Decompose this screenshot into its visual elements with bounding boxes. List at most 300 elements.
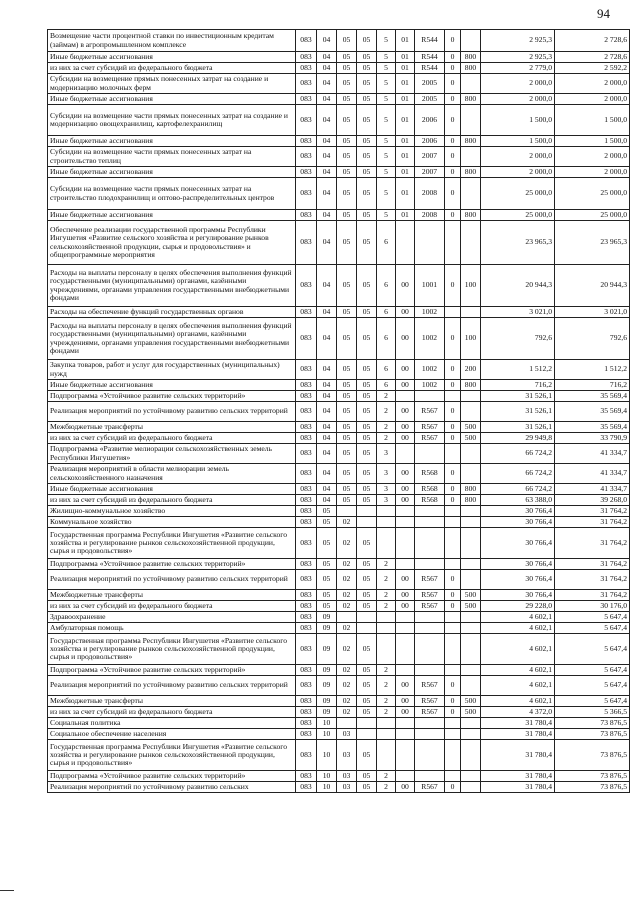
subprogram-code: 3 bbox=[377, 484, 396, 495]
amount-year-1: 4 602,1 bbox=[481, 696, 555, 707]
table-row bbox=[48, 147, 630, 167]
program-code: 05 bbox=[357, 178, 377, 210]
subprogram-code: 5 bbox=[377, 52, 396, 63]
amount-year-1: 4 602,1 bbox=[481, 623, 555, 634]
direction-code bbox=[415, 559, 445, 570]
expense-type-code bbox=[461, 402, 481, 422]
subsection-code: 05 bbox=[337, 105, 357, 136]
table-row bbox=[48, 601, 630, 612]
direction-code: 1002 bbox=[415, 307, 445, 318]
direction-code: R568 bbox=[415, 495, 445, 506]
event-code: 00 bbox=[396, 402, 415, 422]
event-code: 01 bbox=[396, 52, 415, 63]
subsection-code: 05 bbox=[337, 30, 357, 52]
amount-year-2: 41 334,7 bbox=[555, 484, 630, 495]
subprogram-code: 3 bbox=[377, 444, 396, 464]
table-row bbox=[48, 612, 630, 623]
amount-year-1: 30 766,4 bbox=[481, 517, 555, 528]
amount-year-2: 30 176,0 bbox=[555, 601, 630, 612]
amount-year-1: 29 228,0 bbox=[481, 601, 555, 612]
row-name: Межбюджетные трансферты bbox=[48, 590, 296, 601]
amount-year-1: 2 779,0 bbox=[481, 63, 555, 74]
amount-year-1: 31 780,4 bbox=[481, 718, 555, 729]
direction-code: R568 bbox=[415, 484, 445, 495]
amount-year-1: 2 000,0 bbox=[481, 74, 555, 94]
table-row bbox=[48, 696, 630, 707]
table-row bbox=[48, 506, 630, 517]
amount-year-1: 4 602,1 bbox=[481, 665, 555, 676]
section-code: 09 bbox=[317, 707, 337, 718]
program-code bbox=[357, 612, 377, 623]
row-name: Возмещение части процентной ставки по инвестиционным кредитам (займам) в агропромышленном комплексе bbox=[48, 30, 296, 52]
row-name: Подпрограмма «Устойчивое развитие сельских территорий» bbox=[48, 559, 296, 570]
subprogram-code: 5 bbox=[377, 74, 396, 94]
subsection-code: 03 bbox=[337, 729, 357, 740]
subprogram-code: 2 bbox=[377, 707, 396, 718]
extra-code: 0 bbox=[445, 380, 461, 391]
program-code: 05 bbox=[357, 559, 377, 570]
extra-code: 0 bbox=[445, 74, 461, 94]
direction-code bbox=[415, 771, 445, 782]
extra-code: 0 bbox=[445, 30, 461, 52]
program-code: 05 bbox=[357, 676, 377, 696]
expense-type-code bbox=[461, 178, 481, 210]
subprogram-code: 5 bbox=[377, 210, 396, 221]
row-name: Субсидии на возмещение прямых понесенных затрат на создание и модернизацию молочных ферм bbox=[48, 74, 296, 94]
program-code: 05 bbox=[357, 30, 377, 52]
row-name: Реализация мероприятий по устойчивому развитию сельских территорий bbox=[48, 402, 296, 422]
table-row bbox=[48, 210, 630, 221]
event-code: 00 bbox=[396, 307, 415, 318]
subprogram-code bbox=[377, 517, 396, 528]
table-row bbox=[48, 559, 630, 570]
program-code: 05 bbox=[357, 318, 377, 360]
program-code: 05 bbox=[357, 590, 377, 601]
program-code: 05 bbox=[357, 696, 377, 707]
program-code: 05 bbox=[357, 94, 377, 105]
expense-type-code bbox=[461, 74, 481, 94]
subsection-code: 02 bbox=[337, 676, 357, 696]
page-number: 94 bbox=[597, 6, 610, 21]
expense-type-code: 800 bbox=[461, 484, 481, 495]
subsection-code: 05 bbox=[337, 380, 357, 391]
row-name: Иные бюджетные ассигнования bbox=[48, 210, 296, 221]
program-code: 05 bbox=[357, 707, 377, 718]
admin-code: 083 bbox=[296, 433, 317, 444]
extra-code: 0 bbox=[445, 318, 461, 360]
subprogram-code: 2 bbox=[377, 433, 396, 444]
subsection-code: 02 bbox=[337, 517, 357, 528]
amount-year-2: 1 512,2 bbox=[555, 360, 630, 380]
program-code: 05 bbox=[357, 464, 377, 484]
table-row bbox=[48, 676, 630, 696]
direction-code bbox=[415, 623, 445, 634]
event-code bbox=[396, 718, 415, 729]
event-code bbox=[396, 444, 415, 464]
row-name: Государственная программа Республики Ингушетия «Развитие сельского хозяйства и регулирование рынков сельскохозяйственной продукции, сырья и продовольствия» bbox=[48, 740, 296, 771]
subsection-code: 05 bbox=[337, 94, 357, 105]
section-code: 04 bbox=[317, 444, 337, 464]
expense-type-code bbox=[461, 559, 481, 570]
section-code: 04 bbox=[317, 265, 337, 307]
section-code: 10 bbox=[317, 718, 337, 729]
amount-year-2: 5 647,4 bbox=[555, 623, 630, 634]
amount-year-1: 20 944,3 bbox=[481, 265, 555, 307]
table-row bbox=[48, 707, 630, 718]
event-code: 00 bbox=[396, 422, 415, 433]
subprogram-code bbox=[377, 729, 396, 740]
table-row bbox=[48, 422, 630, 433]
direction-code bbox=[415, 740, 445, 771]
table-row bbox=[48, 464, 630, 484]
expense-type-code: 200 bbox=[461, 360, 481, 380]
program-code: 05 bbox=[357, 570, 377, 590]
admin-code: 083 bbox=[296, 178, 317, 210]
row-name: из них за счет субсидий из федерального бюджета bbox=[48, 433, 296, 444]
row-name: Подпрограмма «Устойчивое развитие сельских территорий» bbox=[48, 665, 296, 676]
table-row bbox=[48, 380, 630, 391]
table-row bbox=[48, 665, 630, 676]
table-body bbox=[48, 30, 630, 793]
subprogram-code: 2 bbox=[377, 782, 396, 793]
event-code: 01 bbox=[396, 178, 415, 210]
section-code: 04 bbox=[317, 136, 337, 147]
expense-type-code bbox=[461, 771, 481, 782]
subprogram-code: 2 bbox=[377, 601, 396, 612]
row-name: из них за счет субсидий из федерального бюджета bbox=[48, 601, 296, 612]
subprogram-code: 2 bbox=[377, 771, 396, 782]
subsection-code: 05 bbox=[337, 422, 357, 433]
amount-year-1: 30 766,4 bbox=[481, 559, 555, 570]
subsection-code: 05 bbox=[337, 391, 357, 402]
direction-code bbox=[415, 665, 445, 676]
program-code: 05 bbox=[357, 136, 377, 147]
expense-type-code: 800 bbox=[461, 136, 481, 147]
amount-year-2: 25 000,0 bbox=[555, 178, 630, 210]
section-code: 09 bbox=[317, 623, 337, 634]
direction-code: 1001 bbox=[415, 265, 445, 307]
table-row bbox=[48, 221, 630, 265]
subsection-code: 05 bbox=[337, 63, 357, 74]
amount-year-1: 3 021,0 bbox=[481, 307, 555, 318]
event-code: 01 bbox=[396, 147, 415, 167]
admin-code: 083 bbox=[296, 380, 317, 391]
direction-code: R567 bbox=[415, 570, 445, 590]
direction-code bbox=[415, 444, 445, 464]
subprogram-code: 2 bbox=[377, 590, 396, 601]
program-code: 05 bbox=[357, 771, 377, 782]
section-code: 09 bbox=[317, 634, 337, 665]
amount-year-1: 31 526,1 bbox=[481, 391, 555, 402]
amount-year-1: 31 780,4 bbox=[481, 771, 555, 782]
event-code bbox=[396, 221, 415, 265]
row-name: из них за счет субсидий из федерального бюджета bbox=[48, 63, 296, 74]
expense-type-code bbox=[461, 506, 481, 517]
direction-code bbox=[415, 517, 445, 528]
subprogram-code bbox=[377, 506, 396, 517]
amount-year-1: 30 766,4 bbox=[481, 506, 555, 517]
expense-type-code: 500 bbox=[461, 601, 481, 612]
extra-code: 0 bbox=[445, 782, 461, 793]
amount-year-2: 73 876,5 bbox=[555, 718, 630, 729]
table-row bbox=[48, 495, 630, 506]
extra-code: 0 bbox=[445, 484, 461, 495]
row-name: Расходы на выплаты персоналу в целях обеспечения выполнения функций государственными (муниципальными) органами, казёнными учреждениями, органами управления государственными внебюджетными фондами bbox=[48, 318, 296, 360]
direction-code: R544 bbox=[415, 52, 445, 63]
event-code bbox=[396, 528, 415, 559]
row-name: Иные бюджетные ассигнования bbox=[48, 94, 296, 105]
subsection-code bbox=[337, 718, 357, 729]
subsection-code: 05 bbox=[337, 433, 357, 444]
section-code: 04 bbox=[317, 391, 337, 402]
event-code bbox=[396, 506, 415, 517]
program-code: 05 bbox=[357, 484, 377, 495]
program-code: 05 bbox=[357, 52, 377, 63]
subsection-code: 02 bbox=[337, 601, 357, 612]
extra-code: 0 bbox=[445, 422, 461, 433]
expense-type-code bbox=[461, 782, 481, 793]
admin-code: 083 bbox=[296, 782, 317, 793]
expense-type-code bbox=[461, 444, 481, 464]
program-code: 05 bbox=[357, 147, 377, 167]
event-code: 00 bbox=[396, 590, 415, 601]
section-code: 04 bbox=[317, 433, 337, 444]
subprogram-code bbox=[377, 634, 396, 665]
table-row bbox=[48, 360, 630, 380]
direction-code: R567 bbox=[415, 433, 445, 444]
subsection-code: 05 bbox=[337, 495, 357, 506]
row-name: Субсидии на возмещение части прямых понесенных затрат на создание и модернизацию овощехранилищ, картофелехранилищ bbox=[48, 105, 296, 136]
row-name: Субсидии на возмещение части прямых понесенных затрат на строительство теплиц bbox=[48, 147, 296, 167]
subprogram-code: 6 bbox=[377, 318, 396, 360]
event-code: 00 bbox=[396, 570, 415, 590]
amount-year-2: 35 569,4 bbox=[555, 391, 630, 402]
amount-year-1: 4 602,1 bbox=[481, 676, 555, 696]
amount-year-1: 66 724,2 bbox=[481, 444, 555, 464]
subsection-code: 02 bbox=[337, 570, 357, 590]
row-name: Реализация мероприятий в области мелиорации земель сельскохозяйственного назначения bbox=[48, 464, 296, 484]
extra-code: 0 bbox=[445, 464, 461, 484]
extra-code bbox=[445, 528, 461, 559]
section-code: 04 bbox=[317, 380, 337, 391]
amount-year-2: 41 334,7 bbox=[555, 464, 630, 484]
program-code: 05 bbox=[357, 422, 377, 433]
amount-year-1: 2 000,0 bbox=[481, 167, 555, 178]
amount-year-2: 31 764,2 bbox=[555, 517, 630, 528]
admin-code: 083 bbox=[296, 601, 317, 612]
section-code: 10 bbox=[317, 782, 337, 793]
direction-code: 2005 bbox=[415, 94, 445, 105]
expense-type-code bbox=[461, 30, 481, 52]
section-code: 04 bbox=[317, 360, 337, 380]
row-name: Реализация мероприятий по устойчивому развитию сельских территорий bbox=[48, 676, 296, 696]
table-row bbox=[48, 391, 630, 402]
admin-code: 083 bbox=[296, 52, 317, 63]
subprogram-code: 2 bbox=[377, 696, 396, 707]
admin-code: 083 bbox=[296, 422, 317, 433]
event-code: 00 bbox=[396, 318, 415, 360]
expense-type-code: 800 bbox=[461, 63, 481, 74]
amount-year-2: 5 366,5 bbox=[555, 707, 630, 718]
extra-code: 0 bbox=[445, 696, 461, 707]
section-code: 04 bbox=[317, 210, 337, 221]
direction-code bbox=[415, 391, 445, 402]
section-code: 04 bbox=[317, 307, 337, 318]
extra-code: 0 bbox=[445, 707, 461, 718]
amount-year-1: 1 500,0 bbox=[481, 136, 555, 147]
program-code: 05 bbox=[357, 265, 377, 307]
amount-year-2: 5 647,4 bbox=[555, 665, 630, 676]
amount-year-1: 66 724,2 bbox=[481, 484, 555, 495]
subsection-code: 05 bbox=[337, 52, 357, 63]
expense-type-code bbox=[461, 740, 481, 771]
event-code bbox=[396, 771, 415, 782]
row-name: Амбулаторная помощь bbox=[48, 623, 296, 634]
admin-code: 083 bbox=[296, 391, 317, 402]
table-row bbox=[48, 52, 630, 63]
section-code: 10 bbox=[317, 729, 337, 740]
amount-year-1: 23 965,3 bbox=[481, 221, 555, 265]
section-code: 05 bbox=[317, 528, 337, 559]
section-code: 04 bbox=[317, 147, 337, 167]
amount-year-1: 31 526,1 bbox=[481, 422, 555, 433]
row-name: Иные бюджетные ассигнования bbox=[48, 52, 296, 63]
extra-code: 0 bbox=[445, 52, 461, 63]
subsection-code: 05 bbox=[337, 178, 357, 210]
amount-year-2: 33 790,9 bbox=[555, 433, 630, 444]
section-code: 04 bbox=[317, 495, 337, 506]
event-code: 01 bbox=[396, 74, 415, 94]
section-code: 04 bbox=[317, 74, 337, 94]
program-code: 05 bbox=[357, 740, 377, 771]
extra-code: 0 bbox=[445, 495, 461, 506]
extra-code: 0 bbox=[445, 360, 461, 380]
subprogram-code: 2 bbox=[377, 422, 396, 433]
amount-year-2: 31 764,2 bbox=[555, 570, 630, 590]
row-name: Государственная программа Республики Ингушетия «Развитие сельского хозяйства и регулирование рынков сельскохозяйственной продукции, сырья и продовольствия» bbox=[48, 634, 296, 665]
row-name: Социальная политика bbox=[48, 718, 296, 729]
direction-code: 2006 bbox=[415, 105, 445, 136]
program-code: 05 bbox=[357, 444, 377, 464]
expense-type-code: 800 bbox=[461, 495, 481, 506]
subsection-code: 02 bbox=[337, 590, 357, 601]
admin-code: 083 bbox=[296, 665, 317, 676]
event-code bbox=[396, 517, 415, 528]
subsection-code: 05 bbox=[337, 221, 357, 265]
subsection-code: 05 bbox=[337, 147, 357, 167]
row-name: Иные бюджетные ассигнования bbox=[48, 136, 296, 147]
row-name: Расходы на обеспечение функций государственных органов bbox=[48, 307, 296, 318]
row-name: Подпрограмма «Устойчивое развитие сельских территорий» bbox=[48, 771, 296, 782]
amount-year-1: 25 000,0 bbox=[481, 210, 555, 221]
amount-year-1: 4 602,1 bbox=[481, 634, 555, 665]
admin-code: 083 bbox=[296, 318, 317, 360]
table-row bbox=[48, 74, 630, 94]
direction-code: R567 bbox=[415, 402, 445, 422]
section-code: 09 bbox=[317, 665, 337, 676]
amount-year-1: 31 526,1 bbox=[481, 402, 555, 422]
section-code: 05 bbox=[317, 570, 337, 590]
extra-code: 0 bbox=[445, 178, 461, 210]
program-code: 05 bbox=[357, 634, 377, 665]
admin-code: 083 bbox=[296, 464, 317, 484]
amount-year-1: 31 780,4 bbox=[481, 782, 555, 793]
direction-code: R567 bbox=[415, 590, 445, 601]
event-code: 00 bbox=[396, 360, 415, 380]
subprogram-code bbox=[377, 612, 396, 623]
extra-code bbox=[445, 740, 461, 771]
subsection-code: 05 bbox=[337, 307, 357, 318]
budget-table bbox=[47, 29, 630, 793]
row-name: из них за счет субсидий из федерального бюджета bbox=[48, 495, 296, 506]
program-code: 05 bbox=[357, 665, 377, 676]
event-code: 00 bbox=[396, 380, 415, 391]
direction-code bbox=[415, 221, 445, 265]
subsection-code: 02 bbox=[337, 528, 357, 559]
expense-type-code bbox=[461, 570, 481, 590]
row-name: Межбюджетные трансферты bbox=[48, 422, 296, 433]
event-code: 01 bbox=[396, 210, 415, 221]
amount-year-2: 31 764,2 bbox=[555, 506, 630, 517]
amount-year-2: 35 569,4 bbox=[555, 422, 630, 433]
program-code bbox=[357, 623, 377, 634]
expense-type-code bbox=[461, 517, 481, 528]
amount-year-2: 5 647,4 bbox=[555, 696, 630, 707]
direction-code: R567 bbox=[415, 601, 445, 612]
row-name: Коммунальное хозяйство bbox=[48, 517, 296, 528]
amount-year-2: 73 876,5 bbox=[555, 782, 630, 793]
direction-code: 2006 bbox=[415, 136, 445, 147]
admin-code: 083 bbox=[296, 740, 317, 771]
section-code: 04 bbox=[317, 63, 337, 74]
event-code: 01 bbox=[396, 105, 415, 136]
section-code: 04 bbox=[317, 464, 337, 484]
expense-type-code bbox=[461, 528, 481, 559]
expense-type-code: 500 bbox=[461, 422, 481, 433]
table-row bbox=[48, 570, 630, 590]
subsection-code: 05 bbox=[337, 360, 357, 380]
direction-code: 2008 bbox=[415, 178, 445, 210]
extra-code bbox=[445, 612, 461, 623]
extra-code: 0 bbox=[445, 570, 461, 590]
row-name: из них за счет субсидий из федерального бюджета bbox=[48, 707, 296, 718]
row-name: Межбюджетные трансферты bbox=[48, 696, 296, 707]
amount-year-1: 1 512,2 bbox=[481, 360, 555, 380]
subprogram-code: 6 bbox=[377, 360, 396, 380]
admin-code: 083 bbox=[296, 623, 317, 634]
event-code: 00 bbox=[396, 433, 415, 444]
section-code: 04 bbox=[317, 402, 337, 422]
row-name: Закупка товаров, работ и услуг для государственных (муниципальных) нужд bbox=[48, 360, 296, 380]
amount-year-1: 1 500,0 bbox=[481, 105, 555, 136]
subprogram-code: 5 bbox=[377, 147, 396, 167]
amount-year-2: 73 876,5 bbox=[555, 740, 630, 771]
admin-code: 083 bbox=[296, 612, 317, 623]
table-row bbox=[48, 318, 630, 360]
program-code: 05 bbox=[357, 210, 377, 221]
direction-code bbox=[415, 506, 445, 517]
subprogram-code: 5 bbox=[377, 94, 396, 105]
event-code: 00 bbox=[396, 464, 415, 484]
event-code: 00 bbox=[396, 696, 415, 707]
amount-year-2: 3 021,0 bbox=[555, 307, 630, 318]
direction-code: 2007 bbox=[415, 167, 445, 178]
subsection-code: 02 bbox=[337, 696, 357, 707]
extra-code: 0 bbox=[445, 105, 461, 136]
amount-year-2: 2 000,0 bbox=[555, 147, 630, 167]
table-row bbox=[48, 30, 630, 52]
subsection-code: 02 bbox=[337, 707, 357, 718]
